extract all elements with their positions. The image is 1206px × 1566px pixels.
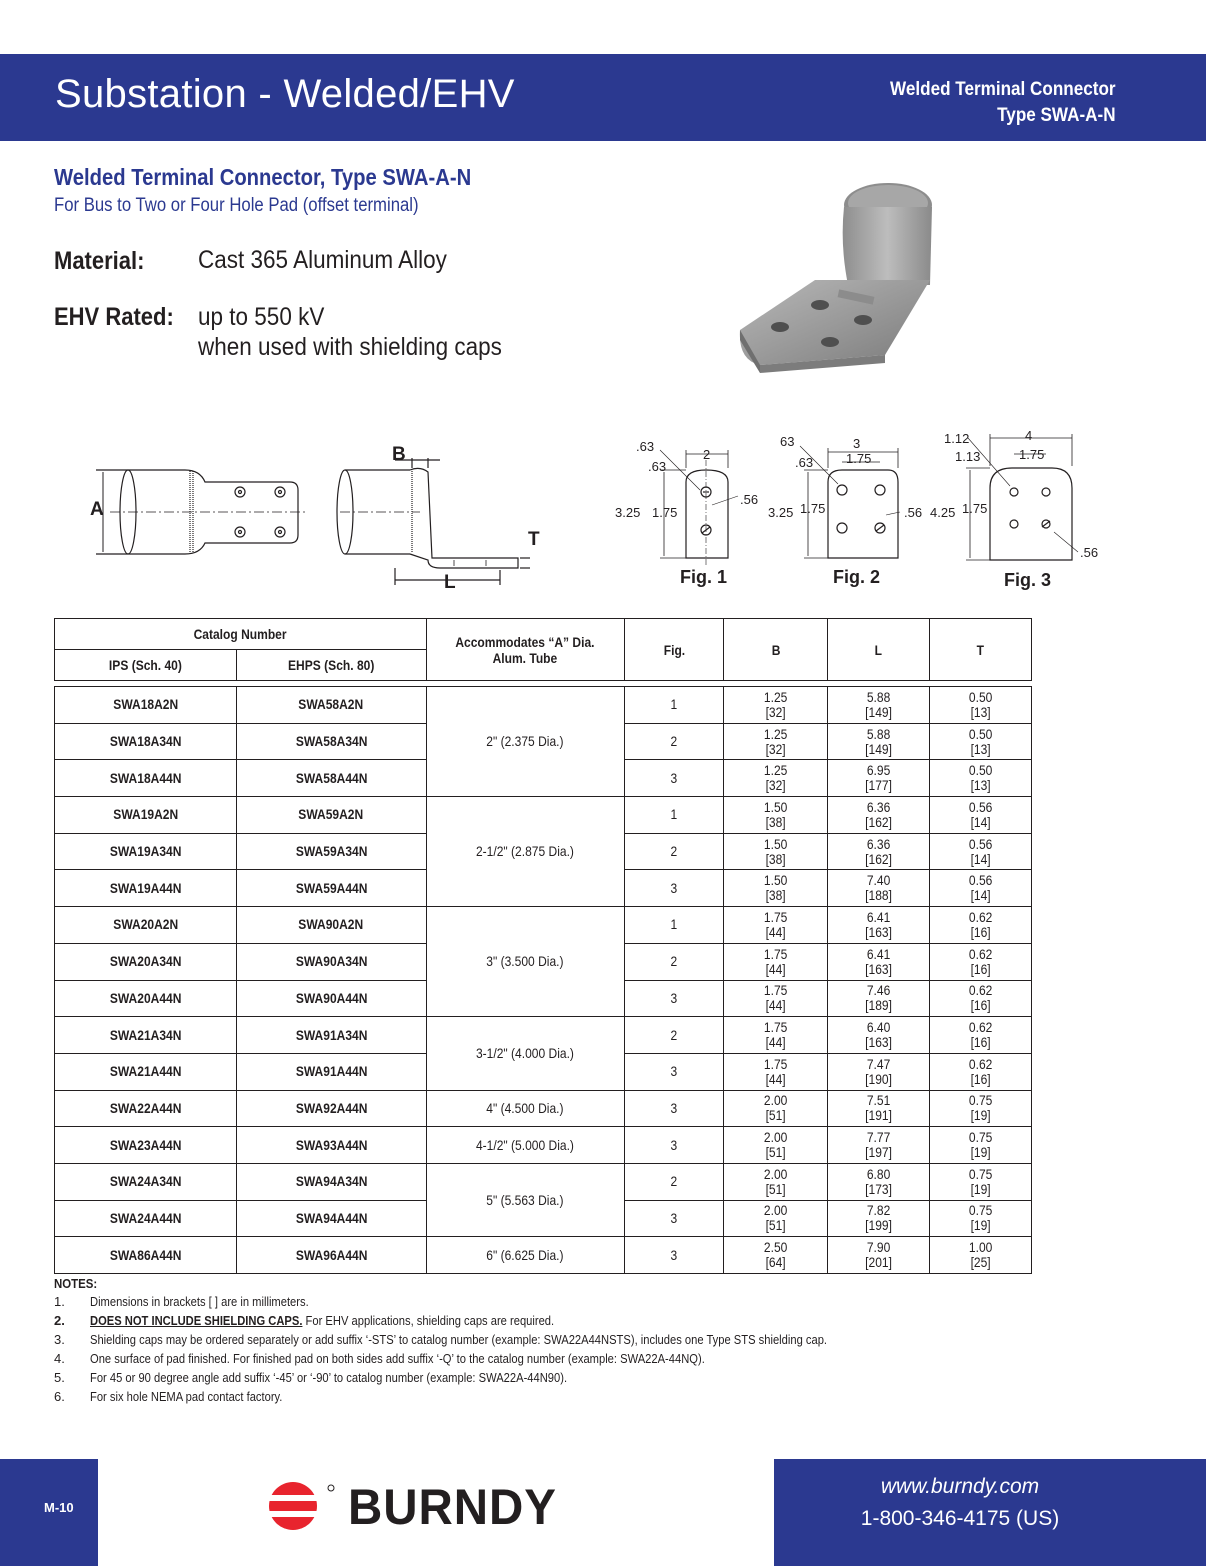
- page-title: Substation - Welded/EHV: [55, 72, 515, 116]
- l-dimension-cell: 7.46 [189]: [828, 980, 930, 1017]
- fig1-dim-height: 3.25: [615, 505, 641, 520]
- fig2-label: Fig. 2: [833, 567, 881, 587]
- fig3-dim-d1: 1.12: [944, 431, 970, 446]
- notes-list: [54, 1294, 828, 1408]
- note-text: For 45 or 90 degree angle add suffix ‘-45’ or ‘-90’ to catalog number (example: SWA22A-44N90).: [90, 1370, 568, 1385]
- ehps-catalog-cell: SWA58A2N: [236, 687, 426, 724]
- header-right-line1: Welded Terminal Connector: [890, 79, 1116, 100]
- b-dimension-cell: 1.25 [32]: [724, 687, 828, 724]
- t-dimension-cell: 0.75 [19]: [930, 1127, 1032, 1164]
- ips-catalog-cell: SWA20A44N: [55, 980, 237, 1017]
- table-row: [55, 687, 1032, 724]
- dim-b-label: B: [392, 444, 406, 465]
- l-dimension-cell: 7.47 [190]: [828, 1053, 930, 1090]
- ips-catalog-cell: SWA24A34N: [55, 1163, 237, 1200]
- b-dimension-cell: 1.75 [44]: [724, 1053, 828, 1090]
- table-row: [55, 797, 1032, 834]
- fig3-dim-width: 4: [1025, 428, 1033, 443]
- t-dimension-cell: 0.62 [16]: [930, 1053, 1032, 1090]
- b-dimension-cell: 1.75 [44]: [724, 1017, 828, 1054]
- t-dimension-cell: 0.62 [16]: [930, 1017, 1032, 1054]
- ips-catalog-cell: SWA18A2N: [55, 687, 237, 724]
- l-dimension-cell: 7.90 [201]: [828, 1237, 930, 1274]
- t-dimension-cell: 0.62 [16]: [930, 980, 1032, 1017]
- fig-cell: 3: [624, 870, 724, 907]
- top-view-drawing: [96, 470, 305, 554]
- fig1-label: Fig. 1: [680, 567, 728, 587]
- fig3-dim-spacing: 1.75: [962, 501, 988, 516]
- table-row: [55, 1237, 1032, 1274]
- l-dimension-cell: 7.82 [199]: [828, 1200, 930, 1237]
- catalog-table: [54, 618, 1032, 1274]
- l-dimension-cell: 6.40 [163]: [828, 1017, 930, 1054]
- table-row: [55, 1090, 1032, 1127]
- ips-catalog-cell: SWA20A34N: [55, 943, 237, 980]
- header-accommodates: Accommodates “A” Dia. Alum. Tube: [426, 619, 624, 681]
- b-dimension-cell: 2.00 [51]: [724, 1163, 828, 1200]
- fig-cell: 3: [624, 1090, 724, 1127]
- fig-cell: 3: [624, 1237, 724, 1274]
- fig2-dim-d2: .63: [795, 455, 814, 470]
- l-dimension-cell: 6.36 [162]: [828, 797, 930, 834]
- b-dimension-cell: 1.25 [32]: [724, 760, 828, 797]
- ehps-catalog-cell: SWA58A34N: [236, 723, 426, 760]
- note-emphasis: DOES NOT INCLUDE SHIELDING CAPS.: [90, 1313, 303, 1328]
- ips-catalog-cell: SWA18A44N: [55, 760, 237, 797]
- dim-t-label: T: [528, 529, 540, 550]
- header-ehps: EHPS (Sch. 80): [236, 650, 426, 681]
- l-dimension-cell: 5.88 [149]: [828, 723, 930, 760]
- l-dimension-cell: 6.80 [173]: [828, 1163, 930, 1200]
- fig2-dim-width: 3: [853, 436, 861, 451]
- tube-size-cell: 3" (3.500 Dia.): [426, 907, 624, 1017]
- l-dimension-cell: 6.41 [163]: [828, 907, 930, 944]
- fig1-dim-d1: .63: [636, 439, 655, 454]
- l-dimension-cell: 7.40 [188]: [828, 870, 930, 907]
- b-dimension-cell: 2.00 [51]: [724, 1090, 828, 1127]
- fig3-dim-d2: 1.13: [955, 449, 981, 464]
- website-link[interactable]: www.burndy.com: [880, 1475, 1040, 1498]
- ips-catalog-cell: SWA24A44N: [55, 1200, 237, 1237]
- tube-size-cell: 4" (4.500 Dia.): [426, 1090, 624, 1127]
- fig2-dim-d1: 63: [780, 434, 795, 449]
- t-dimension-cell: 0.56 [14]: [930, 797, 1032, 834]
- table-row: [55, 1163, 1032, 1200]
- l-dimension-cell: 5.88 [149]: [828, 687, 930, 724]
- ips-catalog-cell: SWA21A34N: [55, 1017, 237, 1054]
- table-row: [55, 1017, 1032, 1054]
- note-number: 3.: [54, 1332, 65, 1347]
- fig3-label: Fig. 3: [1004, 570, 1052, 590]
- ehps-catalog-cell: SWA59A44N: [236, 870, 426, 907]
- ehps-catalog-cell: SWA90A2N: [236, 907, 426, 944]
- header-catalog-number: Catalog Number: [55, 619, 427, 650]
- ehps-catalog-cell: SWA59A34N: [236, 833, 426, 870]
- ehps-catalog-cell: SWA96A44N: [236, 1237, 426, 1274]
- tube-size-cell: 4-1/2" (5.000 Dia.): [426, 1127, 624, 1164]
- t-dimension-cell: 0.50 [13]: [930, 723, 1032, 760]
- note-number: 4.: [54, 1351, 65, 1366]
- b-dimension-cell: 2.00 [51]: [724, 1200, 828, 1237]
- fig-cell: 3: [624, 1200, 724, 1237]
- fig3-dim-inner: 1.75: [1019, 447, 1045, 462]
- side-view-drawing: [337, 458, 530, 585]
- fig-cell: 2: [624, 723, 724, 760]
- tube-size-cell: 6" (6.625 Dia.): [426, 1237, 624, 1274]
- l-dimension-cell: 6.41 [163]: [828, 943, 930, 980]
- t-dimension-cell: 0.50 [13]: [930, 760, 1032, 797]
- b-dimension-cell: 2.00 [51]: [724, 1127, 828, 1164]
- l-dimension-cell: 7.51 [191]: [828, 1090, 930, 1127]
- fig-cell: 3: [624, 1127, 724, 1164]
- l-dimension-cell: 6.36 [162]: [828, 833, 930, 870]
- ehv-value-line1: up to 550 kV: [198, 303, 325, 331]
- fig3-dim-hole: .56: [1080, 545, 1099, 560]
- b-dimension-cell: 1.25 [32]: [724, 723, 828, 760]
- ehps-catalog-cell: SWA92A44N: [236, 1090, 426, 1127]
- fig-cell: 3: [624, 980, 724, 1017]
- ips-catalog-cell: SWA19A34N: [55, 833, 237, 870]
- t-dimension-cell: 0.75 [19]: [930, 1163, 1032, 1200]
- ips-catalog-cell: SWA22A44N: [55, 1090, 237, 1127]
- ehps-catalog-cell: SWA59A2N: [236, 797, 426, 834]
- note-text: One surface of pad finished. For finished pad on both sides add suffix ‘-Q’ to the catalog number (example: SWA22A-44NQ).: [90, 1351, 705, 1366]
- fig1-dim-hole: .56: [740, 492, 759, 507]
- b-dimension-cell: 1.50 [38]: [724, 797, 828, 834]
- b-dimension-cell: 1.50 [38]: [724, 833, 828, 870]
- fig-cell: 2: [624, 1017, 724, 1054]
- ips-catalog-cell: SWA23A44N: [55, 1127, 237, 1164]
- note-item: [54, 1294, 309, 1313]
- note-number: 6.: [54, 1389, 65, 1404]
- header-right-line2: Type SWA-A-N: [997, 105, 1116, 126]
- note-item: [54, 1389, 283, 1408]
- phone-number: 1-800-346-4175 (US): [860, 1507, 1060, 1530]
- ehps-catalog-cell: SWA91A34N: [236, 1017, 426, 1054]
- t-dimension-cell: 1.00 [25]: [930, 1237, 1032, 1274]
- ehv-label: EHV Rated:: [54, 303, 174, 331]
- table-row: [55, 907, 1032, 944]
- table-row: [55, 1127, 1032, 1164]
- tube-size-cell: 2-1/2" (2.875 Dia.): [426, 797, 624, 907]
- b-dimension-cell: 1.75 [44]: [724, 907, 828, 944]
- dim-l-label: L: [444, 572, 456, 593]
- fig-cell: 2: [624, 833, 724, 870]
- ips-catalog-cell: SWA20A2N: [55, 907, 237, 944]
- dim-a-label: A: [90, 499, 104, 520]
- b-dimension-cell: 1.50 [38]: [724, 870, 828, 907]
- ehps-catalog-cell: SWA93A44N: [236, 1127, 426, 1164]
- notes-heading: NOTES:: [54, 1276, 98, 1291]
- notes-section: [54, 1276, 828, 1408]
- fig-cell: 2: [624, 1163, 724, 1200]
- b-dimension-cell: 1.75 [44]: [724, 980, 828, 1017]
- fig-cell: 3: [624, 1053, 724, 1090]
- ips-catalog-cell: SWA18A34N: [55, 723, 237, 760]
- fig1-dim-spacing: 1.75: [652, 505, 678, 520]
- material-value: Cast 365 Aluminum Alloy: [198, 246, 447, 274]
- brand-wordmark: BURNDY: [348, 1479, 557, 1535]
- ips-catalog-cell: SWA19A44N: [55, 870, 237, 907]
- fig-cell: 1: [624, 687, 724, 724]
- l-dimension-cell: 6.95 [177]: [828, 760, 930, 797]
- ips-catalog-cell: SWA86A44N: [55, 1237, 237, 1274]
- catalog-table-body: [55, 687, 1032, 1274]
- product-title: Welded Terminal Connector, Type SWA-A-N: [54, 164, 472, 190]
- t-dimension-cell: 0.56 [14]: [930, 833, 1032, 870]
- note-text: Shielding caps may be ordered separately or add suffix ‘-STS’ to catalog number (example: SWA22A44NSTS), includes one Type STS shielding cap.: [90, 1332, 828, 1347]
- note-text: Dimensions in brackets [ ] are in millimeters.: [90, 1294, 309, 1309]
- fig-cell: 3: [624, 760, 724, 797]
- header-b: B: [724, 619, 828, 681]
- product-photo: [720, 155, 960, 395]
- fig-cell: 1: [624, 797, 724, 834]
- b-dimension-cell: 2.50 [64]: [724, 1237, 828, 1274]
- fig2-dim-spacing: 1.75: [800, 501, 826, 516]
- ips-catalog-cell: SWA19A2N: [55, 797, 237, 834]
- fig2-dim-height: 3.25: [768, 505, 794, 520]
- ehps-catalog-cell: SWA91A44N: [236, 1053, 426, 1090]
- note-number: 5.: [54, 1370, 65, 1385]
- header-t: T: [930, 619, 1032, 681]
- note-item: [54, 1370, 568, 1389]
- ehv-value: [198, 302, 502, 362]
- header-fig: Fig.: [624, 619, 724, 681]
- t-dimension-cell: 0.75 [19]: [930, 1200, 1032, 1237]
- header-ips: IPS (Sch. 40): [55, 650, 237, 681]
- header-product-label: [890, 77, 1116, 129]
- note-item: [54, 1332, 828, 1351]
- note-number: 1.: [54, 1294, 65, 1309]
- ehps-catalog-cell: SWA90A34N: [236, 943, 426, 980]
- tube-size-cell: 5" (5.563 Dia.): [426, 1163, 624, 1236]
- ehps-catalog-cell: SWA94A34N: [236, 1163, 426, 1200]
- note-text: DOES NOT INCLUDE SHIELDING CAPS. For EHV applications, shielding caps are required.: [90, 1313, 555, 1328]
- tube-size-cell: 2" (2.375 Dia.): [426, 687, 624, 797]
- tube-size-cell: 3-1/2" (4.000 Dia.): [426, 1017, 624, 1090]
- header-l: L: [828, 619, 930, 681]
- t-dimension-cell: 0.62 [16]: [930, 907, 1032, 944]
- ehps-catalog-cell: SWA90A44N: [236, 980, 426, 1017]
- fig-cell: 2: [624, 943, 724, 980]
- note-item: [54, 1313, 555, 1332]
- l-dimension-cell: 7.77 [197]: [828, 1127, 930, 1164]
- ips-catalog-cell: SWA21A44N: [55, 1053, 237, 1090]
- technical-drawings: [0, 420, 1206, 610]
- fig2-dim-inner: 1.75: [846, 451, 872, 466]
- fig1-dim-d2: .63: [648, 459, 667, 474]
- ehps-catalog-cell: SWA94A44N: [236, 1200, 426, 1237]
- note-number: 2.: [54, 1313, 65, 1328]
- fig-cell: 1: [624, 907, 724, 944]
- ehps-catalog-cell: SWA58A44N: [236, 760, 426, 797]
- note-text: For six hole NEMA pad contact factory.: [90, 1389, 283, 1404]
- t-dimension-cell: 0.50 [13]: [930, 687, 1032, 724]
- material-label: Material:: [54, 247, 145, 275]
- fig1-dim-width: 2: [703, 447, 711, 462]
- product-subtitle: For Bus to Two or Four Hole Pad (offset terminal): [54, 195, 419, 216]
- fig3-dim-height: 4.25: [930, 505, 956, 520]
- t-dimension-cell: 0.62 [16]: [930, 943, 1032, 980]
- t-dimension-cell: 0.75 [19]: [930, 1090, 1032, 1127]
- b-dimension-cell: 1.75 [44]: [724, 943, 828, 980]
- t-dimension-cell: 0.56 [14]: [930, 870, 1032, 907]
- note-item: [54, 1351, 705, 1370]
- ehv-value-line2: when used with shielding caps: [198, 333, 502, 361]
- page-code: M-10: [44, 1500, 74, 1515]
- fig2-dim-hole: .56: [904, 505, 923, 520]
